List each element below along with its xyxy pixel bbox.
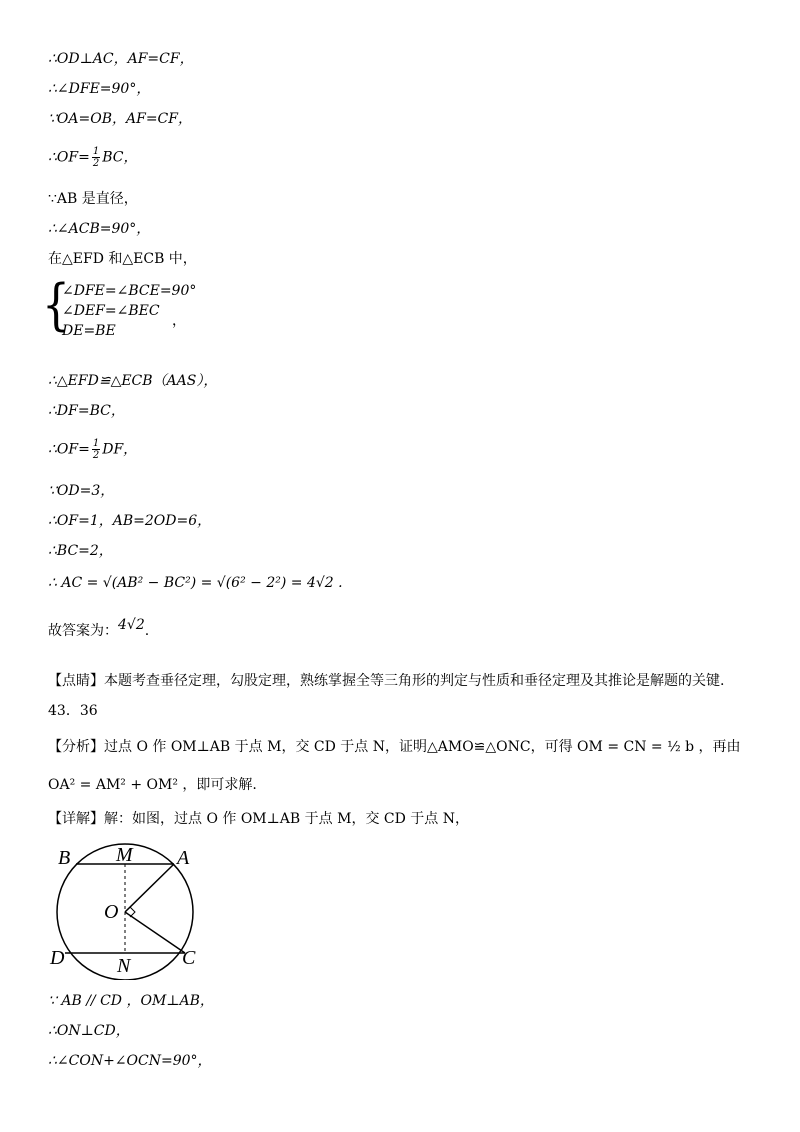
line-12: ∴OF=1，AB=2OD=6， [48, 513, 212, 529]
system-line-1: ∠DFE=∠BCE=90° [62, 283, 197, 299]
line-22: ∴ON⊥CD， [48, 1023, 130, 1039]
fraction-half [92, 438, 100, 461]
answer-value: 4√2 [118, 617, 145, 633]
line-3: ∵OA=OB，AF=CF， [48, 111, 192, 127]
line-16: 【点睛】本题考查垂径定理，勾股定理，熟练掌握全等三角形的判定与性质和垂径定理及其推论是解题的关键. [48, 673, 725, 689]
system-line-2: ∠DEF=∠BEC [62, 303, 160, 319]
line-7: 在△EFD 和△ECB 中， [48, 251, 197, 267]
fraction-numerator: 1 [92, 438, 100, 449]
system-comma: ， [172, 313, 186, 329]
line-23: ∴∠CON+∠OCN=90°， [48, 1053, 212, 1069]
line-15 [48, 617, 150, 640]
fraction-denominator: 2 [92, 450, 100, 461]
segment-oa [125, 864, 174, 912]
line-11: ∵OD=3， [48, 483, 115, 499]
fraction-denominator: 2 [92, 158, 100, 169]
line-4 [48, 146, 137, 169]
line-8: ∴△EFD≌△ECB（AAS）， [48, 373, 218, 389]
fraction-numerator: 1 [92, 146, 100, 157]
answer-period: . [144, 623, 150, 639]
line-4-suffix: BC， [102, 149, 138, 166]
segment-oc [125, 912, 185, 953]
label-d: D [50, 947, 65, 969]
line-17: 43．36 [48, 703, 98, 719]
label-m: M [116, 844, 133, 866]
label-a: A [177, 847, 190, 869]
line-6: ∴∠ACB=90°， [48, 221, 151, 237]
label-c: C [182, 947, 196, 969]
system-line-3: DE=BE [62, 323, 116, 339]
system-brace: { [42, 273, 70, 338]
fraction-half [92, 146, 100, 169]
geometry-figure [44, 840, 214, 980]
label-n: N [117, 955, 131, 977]
line-5: ∵AB 是直径， [48, 191, 138, 207]
line-21: ∵ AB // CD ，OM⊥AB， [48, 993, 214, 1009]
line-1: ∴OD⊥AC，AF=CF， [48, 51, 194, 67]
line-10-prefix: ∴OF= [48, 441, 90, 458]
answer-label: 故答案为： [48, 623, 118, 639]
line-20: 【详解】解：如图，过点 O 作 OM⊥AB 于点 M，交 CD 于点 N， [48, 811, 469, 827]
line-19: OA² = AM² + OM² ，即可求解. [48, 777, 257, 793]
label-b: B [58, 847, 71, 869]
line-18: 【分析】过点 O 作 OM⊥AB 于点 M，交 CD 于点 N，证明△AMO≌△ONC，可得 OM = CN = ½ b ，再由 [48, 739, 741, 755]
label-o: O [104, 901, 119, 923]
line-4-prefix: ∴OF= [48, 149, 90, 166]
line-2: ∴∠DFE=90°， [48, 81, 151, 97]
line-10-suffix: DF， [102, 441, 138, 458]
line-13: ∴BC=2， [48, 543, 113, 559]
line-9: ∴DF=BC， [48, 403, 125, 419]
line-10 [48, 438, 137, 461]
line-14: ∴ AC = √(AB² − BC²) = √(6² − 2²) = 4√2 . [48, 575, 343, 591]
